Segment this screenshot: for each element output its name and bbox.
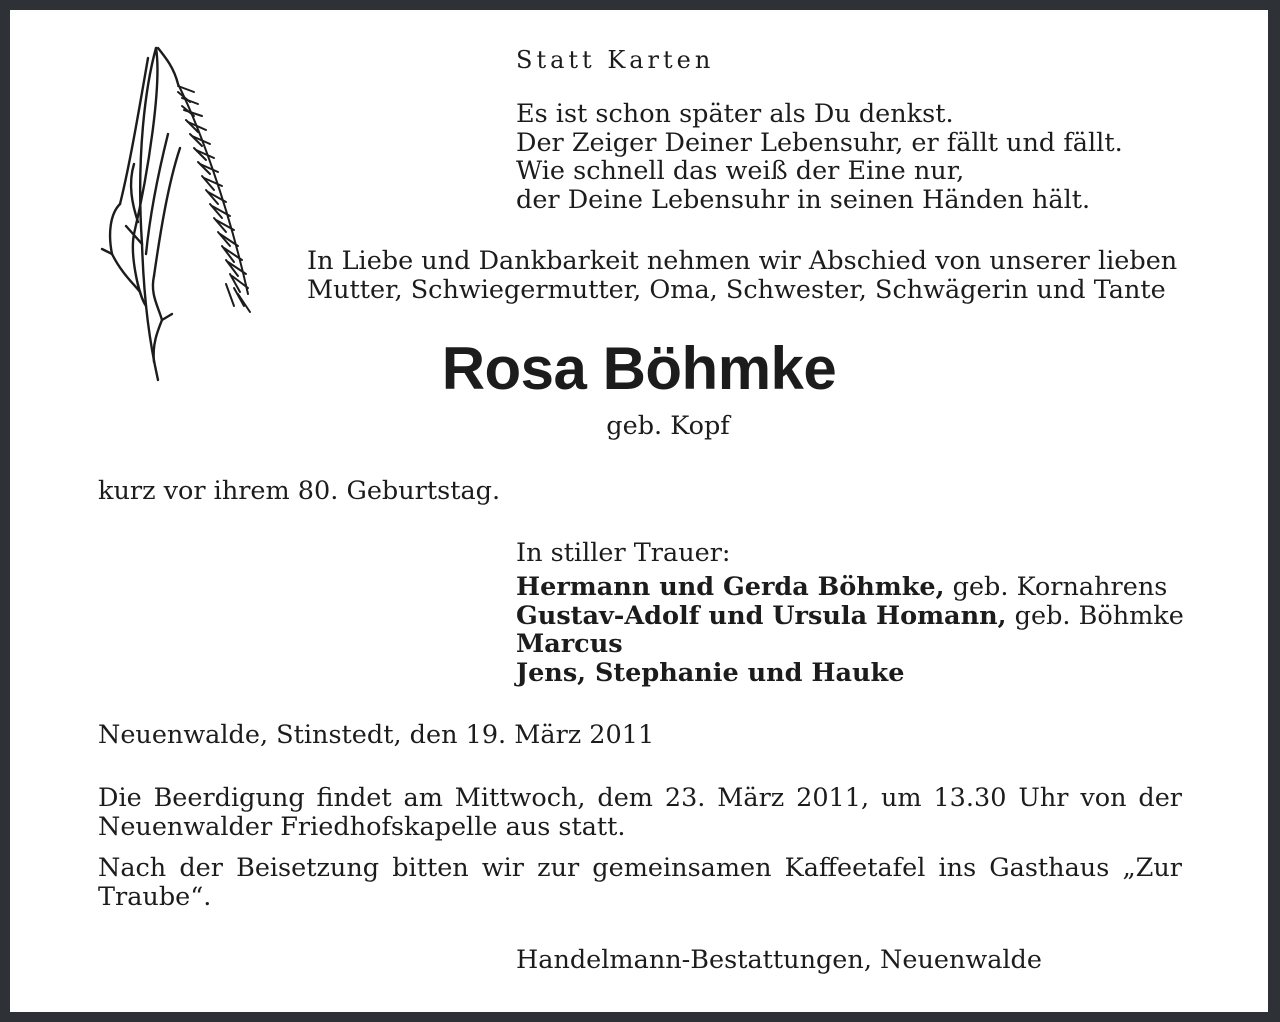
- mourner-entry: [516, 573, 1184, 602]
- undertaker-name: Handelmann-Bestattungen, Neuenwalde: [516, 945, 1042, 975]
- mourner-names: Gustav-Adolf und Ursula Homann,: [516, 600, 1007, 631]
- mourner-names: Jens, Stephanie und Hauke: [516, 657, 905, 688]
- deceased-name: Rosa Böhmke: [441, 335, 837, 402]
- mourner-entry: [516, 630, 1184, 659]
- place-date: Neuenwalde, Stinstedt, den 19. März 2011: [98, 720, 655, 750]
- mourner-entry: [516, 602, 1184, 631]
- poem: [516, 100, 1123, 214]
- poem-line: Es ist schon später als Du denkst.: [516, 99, 954, 129]
- poem-line: der Deine Lebensuhr in seinen Händen hält.: [516, 184, 1091, 215]
- intro-text: [307, 247, 1177, 304]
- birth-name: geb. Kopf: [606, 411, 730, 441]
- mourners-heading: In stiller Trauer:: [516, 538, 731, 568]
- obituary-card: [10, 10, 1268, 1012]
- poem-line: Der Zeiger Deiner Lebensuhr, er fällt und fällt.: [516, 127, 1123, 158]
- age-note: kurz vor ihrem 80. Geburtstag.: [98, 476, 501, 506]
- funeral-notice: Die Beerdigung findet am Mittwoch, dem 23. März 2011, um 13.30 Uhr von der Neuenwalder Friedhofskapelle aus statt.: [98, 783, 1182, 842]
- header-title: Statt Karten: [516, 46, 715, 74]
- poem-line: Wie schnell das weiß der Eine nur,: [516, 156, 965, 186]
- intro-line: Mutter, Schwiegermutter, Oma, Schwester, Schwägerin und Tante: [307, 274, 1166, 305]
- mourner-names: Marcus: [516, 629, 623, 659]
- grass-ear-icon: [98, 44, 258, 384]
- intro-line: In Liebe und Dankbarkeit nehmen wir Abschied von unserer lieben: [307, 246, 1178, 276]
- mourner-names: Hermann und Gerda Böhmke,: [516, 572, 945, 602]
- mourner-suffix: geb. Kornahrens: [944, 572, 1168, 602]
- mourner-suffix: geb. Böhmke: [1006, 600, 1184, 631]
- mourner-entry: [516, 659, 1184, 688]
- coffee-notice: Nach der Beisetzung bitten wir zur gemeinsamen Kaffeetafel ins Gasthaus „Zur Traube“.: [98, 853, 1182, 912]
- mourners-list: [516, 573, 1184, 687]
